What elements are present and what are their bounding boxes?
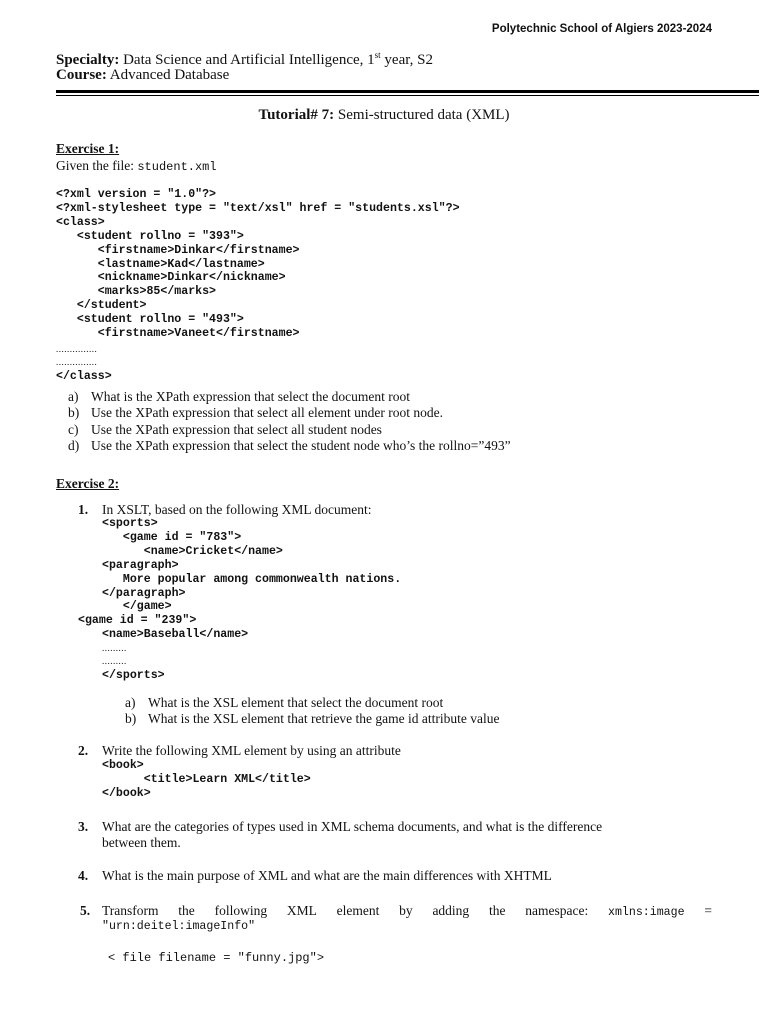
q5-number: 5. xyxy=(80,903,91,918)
code-line: <book> xyxy=(102,759,144,772)
tutorial-subtitle: Semi-structured data (XML) xyxy=(337,107,510,123)
given-text: Given the file: xyxy=(56,158,134,173)
code-line: <game id = "239"> xyxy=(78,614,197,627)
code-line: </book> xyxy=(102,787,151,800)
course-label: Course: xyxy=(56,67,107,83)
code-line: <name>Cricket</name> xyxy=(102,544,283,558)
file-element-code: < file filename = "funny.jpg"> xyxy=(108,951,325,965)
code-line: <?xml version = "1.0"?> xyxy=(56,188,217,201)
specialty-label: Specialty: xyxy=(56,52,120,68)
code-close-class: </class> xyxy=(56,370,112,383)
q3-number: 3. xyxy=(78,819,89,834)
exercise-1-label: Exercise 1 xyxy=(56,141,115,156)
q2-number: 2. xyxy=(78,743,89,758)
code-line: <student rollno = "393"> xyxy=(56,229,244,243)
question-item xyxy=(68,389,511,405)
q1-number: 1. xyxy=(78,502,89,517)
question-text: What is the XSL element that select the document root xyxy=(148,695,444,710)
code-line: <student rollno = "493"> xyxy=(56,313,244,327)
code-line: <class> xyxy=(56,215,105,229)
student-xml-code xyxy=(56,188,460,341)
exercise-1-colon: : xyxy=(114,141,120,156)
given-file-line xyxy=(56,158,217,174)
code-line: <?xml-stylesheet type = "text/xsl" href = "students.xsl"?> xyxy=(56,201,460,215)
word: namespace: xyxy=(525,903,589,918)
question-text: Use the XPath expression that select all student nodes xyxy=(91,421,382,437)
code-line: </student> xyxy=(56,299,147,313)
ellipsis-dots: ......... xyxy=(102,656,127,666)
q4-number: 4. xyxy=(78,868,89,883)
q3-text-line-2: between them. xyxy=(102,835,181,850)
code-line: <marks>85</marks> xyxy=(56,285,217,299)
course-value: Advanced Database xyxy=(109,67,230,83)
specialty-sup: st xyxy=(374,50,381,60)
code-line: More popular among commonwealth nations. xyxy=(102,572,402,586)
header-rule-thick xyxy=(56,90,759,93)
school-year-header: Polytechnic School of Algiers 2023-2024 xyxy=(491,23,712,35)
specialty-tail: year, S2 xyxy=(384,52,433,68)
question-label: b) xyxy=(68,405,80,421)
word: XML xyxy=(286,903,317,918)
q1-subquestions xyxy=(125,695,500,728)
code-line: <name>Baseball</name> xyxy=(102,628,249,641)
course-line xyxy=(56,67,229,84)
code-line: <firstname>Dinkar</firstname> xyxy=(56,243,300,257)
question-item xyxy=(68,422,511,438)
question-label: c) xyxy=(68,421,79,437)
specialty-value: Data Science and Artificial Intelligence, 1 xyxy=(123,52,375,68)
word: the xyxy=(178,903,195,918)
equals-sign: = xyxy=(704,903,712,918)
book-xml-code xyxy=(102,759,311,801)
namespace-value: "urn:deitel:imageInfo" xyxy=(102,920,256,933)
word: element xyxy=(336,903,380,918)
q3-text-line-1: What are the categories of types used in XML schema documents, and what is the difference xyxy=(102,819,603,834)
code-line: <lastname>Kad</lastname> xyxy=(56,257,265,271)
question-label: d) xyxy=(68,437,80,453)
word: Transform xyxy=(102,903,159,918)
namespace-attr: xmlns:image xyxy=(608,906,685,919)
ellipsis-dots: ............... xyxy=(56,344,98,354)
tutorial-label: Tutorial# 7: xyxy=(258,107,335,123)
exercise-1-title xyxy=(56,141,119,157)
exercise-2-title: Exercise 2: xyxy=(56,476,120,491)
code-line: <game id = "783"> xyxy=(102,530,242,544)
code-line: <paragraph> xyxy=(102,558,179,572)
word: adding xyxy=(432,903,470,918)
question-label: a) xyxy=(68,389,79,404)
question-text: Use the XPath expression that select the student node who’s the rollno=”493” xyxy=(91,437,511,453)
word: the xyxy=(488,903,506,918)
header-rule-thin xyxy=(56,95,759,96)
question-text: Use the XPath expression that select all element under root node. xyxy=(91,405,444,421)
code-line: </game> xyxy=(102,600,172,614)
code-line: <nickname>Dinkar</nickname> xyxy=(56,271,286,285)
code-line: <title>Learn XML</title> xyxy=(102,773,311,786)
question-text: What is the XPath expression that select the document root xyxy=(91,389,411,404)
sports-xml-code xyxy=(102,517,401,614)
q4-text: What is the main purpose of XML and what are the main differences with XHTML xyxy=(102,868,552,883)
question-item xyxy=(125,695,500,711)
ellipsis-dots: ......... xyxy=(102,643,127,653)
code-line: <firstname>Vaneet</firstname> xyxy=(56,327,300,341)
question-label: b) xyxy=(125,711,137,727)
code-close-sports: </sports> xyxy=(102,669,165,682)
question-label: a) xyxy=(125,695,136,710)
question-item xyxy=(125,711,500,727)
word: by xyxy=(399,903,413,918)
question-item xyxy=(68,438,511,454)
code-line: </paragraph> xyxy=(102,586,186,600)
ellipsis-dots: ............... xyxy=(56,357,98,367)
given-filename: student.xml xyxy=(137,160,217,174)
q5-text-line-1 xyxy=(102,903,712,919)
q1-text: In XSLT, based on the following XML document: xyxy=(102,502,372,517)
word: following xyxy=(214,903,268,918)
code-line: <sports> xyxy=(102,517,158,530)
exercise-1-questions xyxy=(68,389,511,454)
tutorial-title xyxy=(0,107,768,124)
q2-text: Write the following XML element by using an attribute xyxy=(102,743,401,758)
question-item xyxy=(68,405,511,421)
question-text: What is the XSL element that retrieve the game id attribute value xyxy=(148,711,500,727)
